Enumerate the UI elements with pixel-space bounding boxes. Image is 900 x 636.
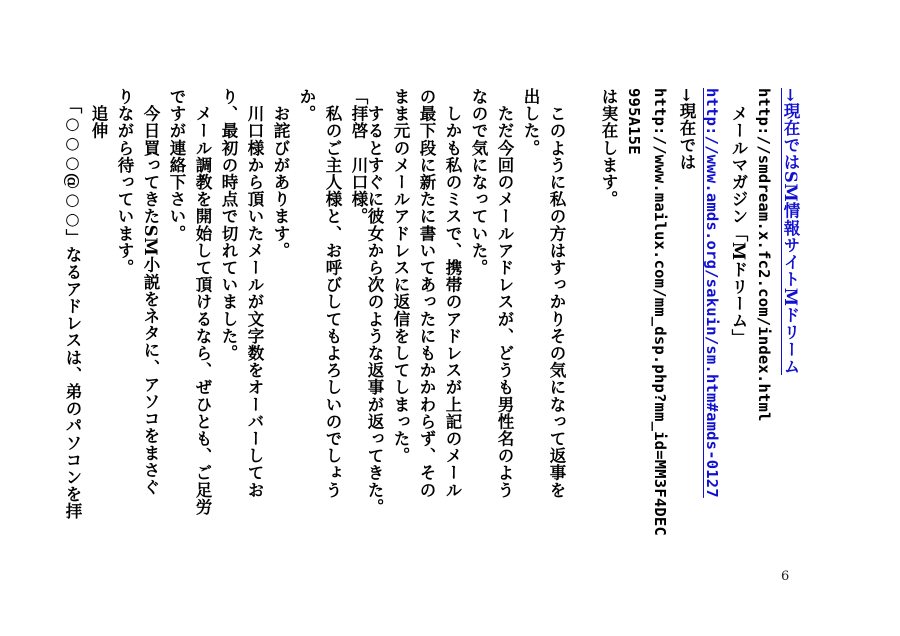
heading-link-line[interactable]: →現在ではSM情報サイトMドリーム xyxy=(781,88,800,375)
url-link[interactable]: http://www.amds.org/sakuin/sm.htm#amds-0127 xyxy=(703,88,721,498)
text-line: り、最初の時点で切れていました。 xyxy=(219,88,238,362)
text-line: 私のご主人様と、お呼びしてもよろしいのでしょう xyxy=(323,88,342,499)
text-line: http://www.mailux.com/mm_dsp.php?mm_id=MM3F4DEC xyxy=(651,88,669,536)
page-number: 6 xyxy=(781,569,790,584)
text-line: メールマガジン「Mドリーム」 xyxy=(729,88,748,347)
text-line: りながら待っています。 xyxy=(115,88,134,277)
text-line: http://smdream.x.fc2.com/index.html xyxy=(755,88,773,422)
text-line: 「拝啓 川口様。 xyxy=(349,88,368,225)
text-line: 追伸 xyxy=(89,88,108,140)
text-line: しかも私のミスで、携帯のアドレスが上記のメール xyxy=(443,88,462,499)
text-line: か。 xyxy=(297,88,316,123)
text-line: なので気になっていた。 xyxy=(469,88,488,277)
text-line: 出した。 xyxy=(521,88,540,157)
text-line: まま元のメールアドレスに返信をしてしまった。 xyxy=(391,88,410,465)
text-line: の最下段に新たに書いてあったにもかかわらず、その xyxy=(417,88,436,499)
text-line: このように私の方はすっかりその気になって返事を xyxy=(547,88,566,499)
text-line: は実在します。 xyxy=(599,88,618,208)
text-line: 今日買ってきたSM小説をネタに、アソコをまさぐ xyxy=(141,88,160,496)
text-line: →現在では xyxy=(677,88,696,171)
text-line: ただ今回のメールアドレスが、どうも男性名のよう xyxy=(495,88,514,499)
text-line: 「○○○@○○」なるアドレスは、弟のパソコンを拝 xyxy=(63,88,82,520)
text-line: メール調教を開始して頂けるなら、ぜひとも、ご足労 xyxy=(193,88,212,516)
text-line: 995A15E xyxy=(625,88,643,155)
text-line: ですが連絡下さい。 xyxy=(167,88,186,242)
text-line: お詫びがあります。 xyxy=(271,88,290,259)
text-line: 川口様から頂いたメールが文字数をオーバーしてお xyxy=(245,88,264,499)
text-line: するとすぐに彼女から次のような返事が返ってきた。 xyxy=(365,88,384,516)
